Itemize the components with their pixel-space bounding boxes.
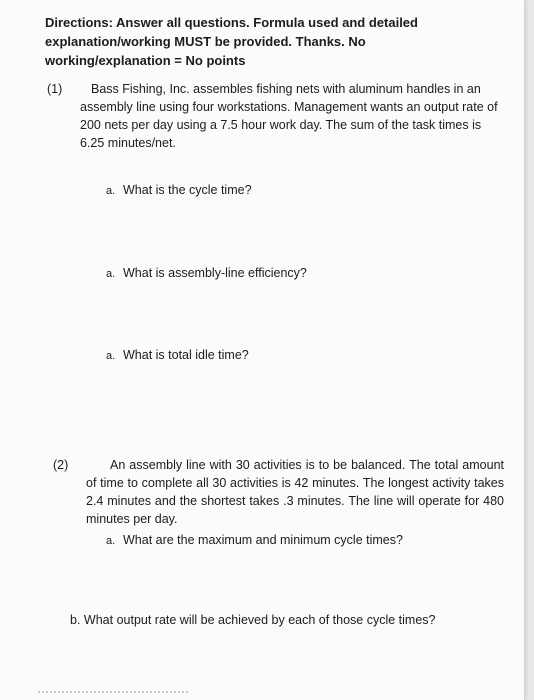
question-1-part-b (106, 264, 307, 283)
question-1-number: (1) (47, 82, 63, 96)
directions-heading: Directions: Answer all questions. Formula used and detailed explanation/working MUST be provided. Thanks. No working/explanation = No points (45, 15, 418, 68)
part-letter: a. (106, 535, 116, 547)
part-letter: b. (70, 613, 81, 627)
question-1-part-c (106, 346, 249, 365)
part-text: What is assembly-line efficiency? (123, 266, 307, 280)
question-2-part-b (70, 611, 436, 629)
page-bottom-divider (38, 691, 188, 693)
part-text: What are the maximum and minimum cycle times? (123, 533, 403, 547)
question-2-number: (2) (53, 458, 69, 472)
part-letter: a. (106, 185, 116, 197)
part-letter: a. (106, 350, 116, 362)
question-2-text: An assembly line with 30 activities is to be balanced. The total amount of time to complete all 30 activities is 42 minutes. The longest activity takes 2.4 minutes and the shortest takes .3 minutes. The line will operate for 480 minutes per day. (86, 458, 504, 526)
question-1-part-a (106, 181, 252, 200)
part-letter: a. (106, 268, 116, 280)
part-text: What is total idle time? (123, 348, 249, 362)
part-text: What output rate will be achieved by each of those cycle times? (83, 613, 436, 627)
part-text: What is the cycle time? (123, 183, 252, 197)
question-2-part-a (106, 531, 403, 550)
question-1-text: Bass Fishing, Inc. assembles fishing nets with aluminum handles in an assembly line using four workstations. Management wants an output rate of 200 nets per day using a 7.5 hour work day. The sum of the task times is 6.25 minutes/net. (80, 82, 498, 150)
